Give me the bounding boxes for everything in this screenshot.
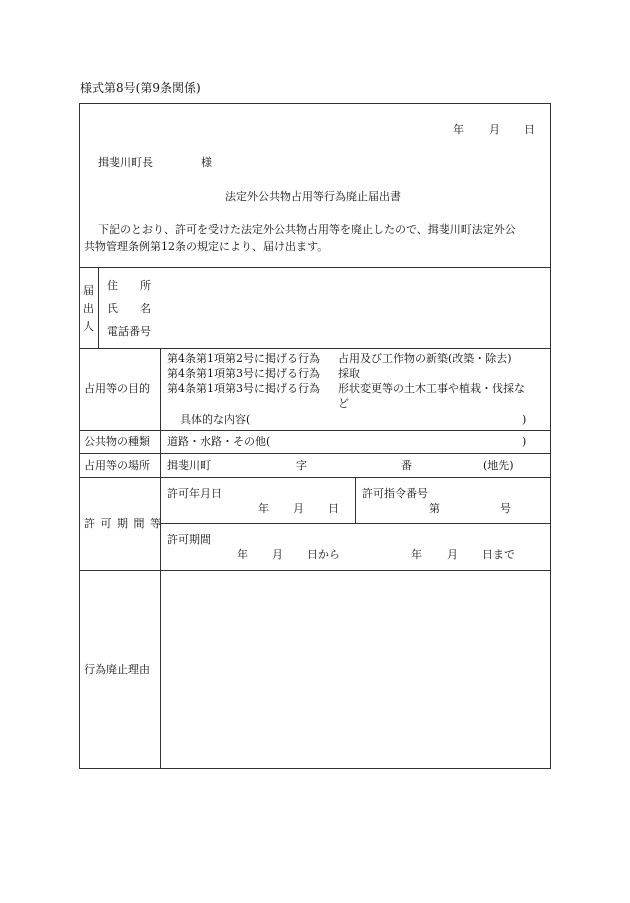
purpose-desc: 占用及び工作物の新築(改築・除去) bbox=[338, 352, 512, 365]
divider bbox=[160, 523, 551, 524]
addressee-name: 揖斐川町長 bbox=[98, 156, 153, 169]
public-type-label: 公共物の種類 bbox=[84, 435, 150, 448]
date-month: 月 bbox=[489, 123, 500, 136]
purpose-article: 第4条第1項第3号に掲げる行為 bbox=[167, 382, 320, 395]
purpose-label: 占用等の目的 bbox=[84, 382, 150, 395]
divider bbox=[79, 267, 551, 268]
period-year-1: 年 bbox=[237, 548, 248, 561]
phone-label: 電話番号 bbox=[107, 325, 151, 338]
intro-line-2: 共物管理条例第12条の規定により、届け出ます。 bbox=[84, 240, 329, 253]
location-ban: 番 bbox=[401, 459, 412, 472]
applicant-header-char: 出 bbox=[83, 302, 94, 315]
reason-label: 行為廃止理由 bbox=[84, 663, 150, 676]
permit-number-go: 号 bbox=[500, 502, 511, 515]
name-label: 氏 名 bbox=[107, 302, 151, 315]
permit-date-label: 許可年月日 bbox=[167, 487, 222, 500]
divider bbox=[98, 267, 99, 348]
date-year: 年 bbox=[453, 123, 464, 136]
address-label: 住 所 bbox=[107, 279, 151, 292]
divider bbox=[355, 477, 356, 523]
permit-period-label: 許可期間 bbox=[167, 533, 211, 546]
permit-date-year: 年 bbox=[258, 502, 269, 515]
specific-content-label: 具体的な内容( bbox=[180, 413, 251, 426]
date-day: 日 bbox=[524, 123, 535, 136]
applicant-header-char: 人 bbox=[83, 320, 94, 333]
purpose-article: 第4条第1項第2号に掲げる行為 bbox=[167, 352, 320, 365]
divider bbox=[79, 477, 551, 478]
divider bbox=[79, 453, 551, 454]
document-title: 法定外公共物占用等行為廃止届出書 bbox=[225, 190, 401, 203]
reason-input-area[interactable] bbox=[161, 571, 550, 768]
intro-line-1: 下記のとおり、許可を受けた法定外公共物占用等を廃止したので、揖斐川町法定外公 bbox=[98, 223, 516, 236]
permit-number-dai: 第 bbox=[429, 502, 440, 515]
permit-number-label: 許可指令番号 bbox=[362, 487, 428, 500]
location-town: 揖斐川町 bbox=[167, 459, 211, 472]
purpose-article: 第4条第1項第3号に掲げる行為 bbox=[167, 367, 320, 380]
period-year-2: 年 bbox=[411, 548, 422, 561]
specific-content-close: ) bbox=[522, 413, 527, 426]
period-day-from: 日から bbox=[307, 548, 340, 561]
location-label: 占用等の場所 bbox=[84, 459, 150, 472]
applicant-header-char: 届 bbox=[83, 284, 94, 297]
divider bbox=[79, 348, 551, 349]
period-month-1: 月 bbox=[272, 548, 283, 561]
period-day-to: 日まで bbox=[482, 548, 515, 561]
public-type-close: ) bbox=[522, 435, 527, 448]
purpose-desc: 形状変更等の土木工事や植栽・伐採な bbox=[338, 382, 525, 395]
permit-label: 許 可 期 間 等 bbox=[84, 517, 162, 530]
permit-date-day: 日 bbox=[328, 502, 339, 515]
addressee-honorific: 様 bbox=[201, 156, 212, 169]
public-type-value: 道路・水路・その他( bbox=[167, 435, 271, 448]
permit-date-month: 月 bbox=[293, 502, 304, 515]
location-chisaki: (地先) bbox=[483, 459, 514, 472]
period-month-2: 月 bbox=[447, 548, 458, 561]
divider bbox=[79, 430, 551, 431]
purpose-desc-continued: ど bbox=[338, 397, 349, 410]
purpose-desc: 採取 bbox=[338, 367, 360, 380]
location-aza: 字 bbox=[296, 459, 307, 472]
form-label: 様式第8号(第9条関係) bbox=[80, 81, 201, 95]
